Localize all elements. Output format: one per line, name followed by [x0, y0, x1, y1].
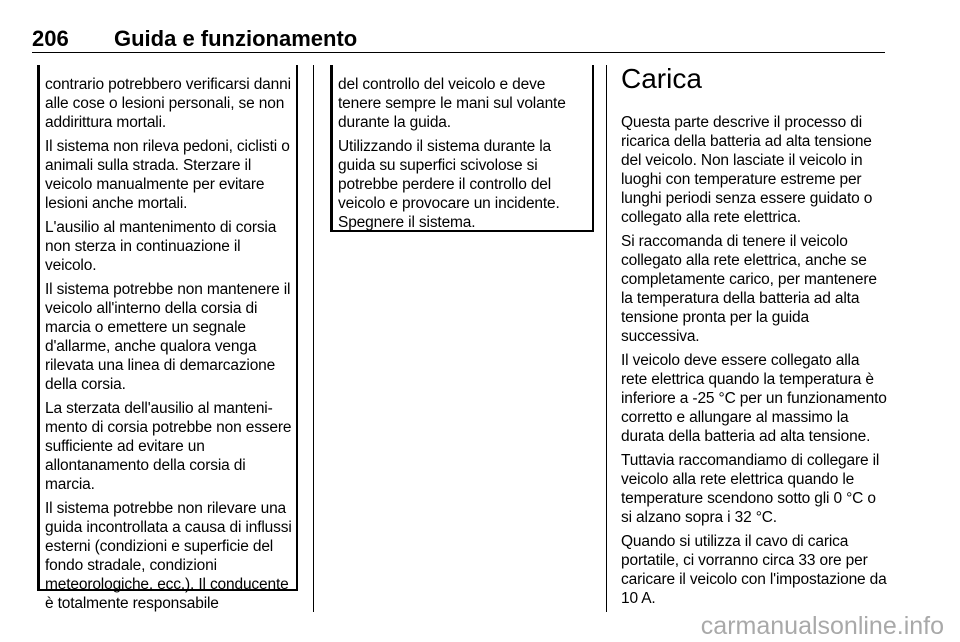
paragraph: Il sistema non rileva pedoni, ciclisti o animali sulla strada. Sterzare il veicolo manualmente per evitare lesioni anche mortali. [45, 138, 290, 212]
paragraph: Si raccomanda di tenere il veicolo collegato alla rete elettrica, anche se completamente carico, per mantenere la temperatura della batteria ad alta tensione pronta per la guida successiva. [621, 233, 877, 345]
header-section-title: Guida e funzionamento [114, 26, 358, 51]
paragraph: del controllo del veicolo e deve tenere sempre le mani sul volante durante la guida. [338, 76, 566, 131]
paragraph: L'ausilio al mantenimento di corsia non sterza in continuazione il veicolo. [45, 219, 277, 274]
header-rule [32, 52, 885, 53]
watermark: carmanualsonline.info [700, 612, 944, 640]
page-header [32, 26, 357, 52]
column-divider [606, 65, 607, 612]
paragraph: Il sistema potrebbe non mantenere il veicolo all'interno della corsia di marcia o emettere un segnale d'allarme, anche qualora venga rilevata una linea di demarcazione della corsia. [45, 281, 291, 393]
paragraph: La sterzata dell'ausilio al mantenimento di corsia potrebbe non essere sufficiente ad evitare un allontanamento della corsia di marcia. [45, 400, 292, 493]
warning-box-right-rule [296, 65, 298, 591]
paragraph: Utilizzando il sistema durante la guida su superfici scivolose si potrebbe perdere il controllo del veicolo e provocare un incidente. Spegnere il sistema. [338, 138, 560, 231]
paragraph: Questa parte descrive il processo di ricarica della batteria ad alta tensione del veicolo. Non lasciate il veicolo in luoghi con temperature estreme per lunghi periodi senza essere guidato o collegato alla rete elettrica. [621, 114, 873, 226]
page-number: 206 [32, 26, 69, 51]
paragraph: Quando si utilizza il cavo di carica portatile, ci vorranno circa 33 ore per caricare il veicolo con l'impostazione da 10 A. [621, 533, 887, 607]
warning-bar-left [37, 65, 40, 590]
warning-text-middle [338, 75, 586, 237]
section-title: Carica [621, 63, 702, 94]
warning-text-left [45, 75, 292, 618]
paragraph: contrario potrebbero verificarsi danni alle cose o lesioni personali, se non addirittura mortali. [45, 76, 291, 131]
section-body [621, 113, 889, 613]
paragraph: Il veicolo deve essere collegato alla rete elettrica quando la temperatura è inferiore a -25 °C per un funzionamento corretto e allungare al massimo la durata della batteria ad alta tensione. [621, 352, 887, 445]
column-divider [313, 65, 314, 612]
paragraph: Il sistema potrebbe non rilevare una guida incontrollata a causa di influssi esterni (condizioni e superficie del fondo stradale, condizioni meteorologiche, ecc.). Il conducente è totalmente responsabile [45, 500, 292, 612]
paragraph: Tuttavia raccomandiamo di collegare il veicolo alla rete elettrica quando le temperature scendono sotto gli 0 °C o si alzano sopra i 32 °C. [621, 452, 880, 526]
